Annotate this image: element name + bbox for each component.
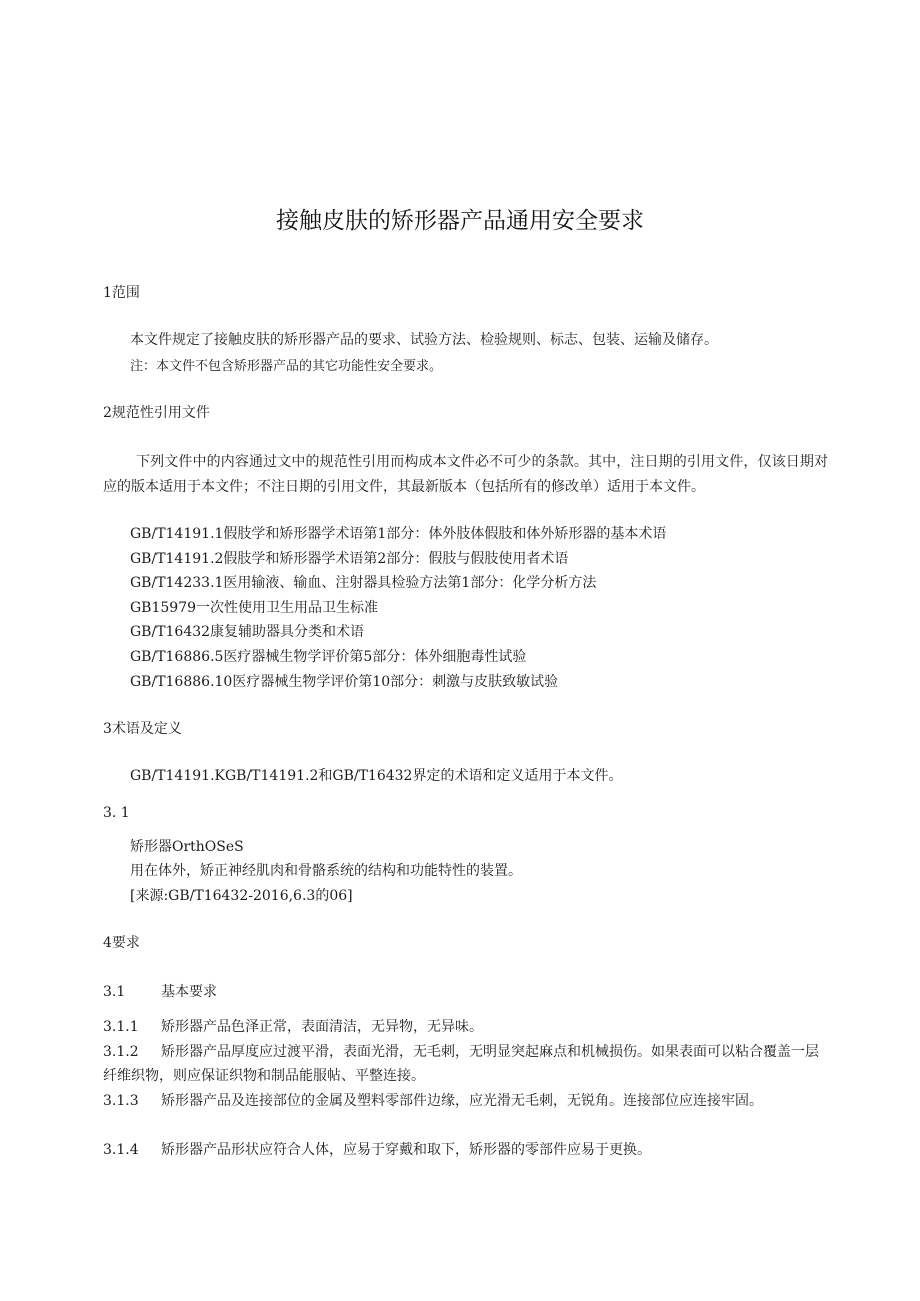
reference-item: GB/T14191.2假肢学和矫形器学术语第2部分：假肢与假肢使用者术语	[130, 551, 569, 567]
clause	[103, 1040, 828, 1088]
clause-number: 3.1.2	[103, 1044, 139, 1060]
clause	[103, 1089, 861, 1113]
reference-item: GB15979一次性使用卫生用品卫生标准	[130, 600, 379, 616]
reference-item: GB/T16886.5医疗器械生物学评价第5部分：体外细胞毒性试验	[130, 649, 527, 665]
reference-item: GB/T16886.10医疗器械生物学评价第10部分：刺激与皮肤致敏试验	[130, 674, 559, 690]
clause-text: 矫形器产品及连接部位的金属及塑料零部件边缘，应光滑无毛刺，无锐角。连接部位应连接牢固。	[161, 1093, 763, 1109]
document-title: 接触皮肤的矫形器产品通用安全要求	[276, 208, 644, 234]
clause-text: 矫形器产品形状应符合人体，应易于穿戴和取下，矫形器的零部件应易于更换。	[161, 1142, 651, 1158]
section-2-heading: 2规范性引用文件	[103, 405, 210, 421]
term-source: [来源:GB/T16432-2016,6.3的06]	[130, 888, 353, 904]
reference-item: GB/T14191.1假肢学和矫形器学术语第1部分：体外肢体假肢和体外矫形器的基本术语	[130, 526, 667, 542]
section-4-heading: 4要求	[103, 935, 140, 951]
section-2-intro: 下列文件中的内容通过文中的规范性引用而构成本文件必不可少的条款。其中，注日期的引用文件，仅该日期对应的版本适用于本文件；不注日期的引用文件，其最新版本（包括所有的修改单）适用于本文件。	[103, 454, 828, 495]
clause	[103, 1138, 828, 1162]
term-name: 矫形器OrthOSeS	[130, 839, 244, 855]
clause	[103, 1015, 828, 1039]
subsection-title: 基本要求	[161, 984, 217, 1000]
section-1-heading: 1范围	[103, 285, 140, 301]
subsection-heading	[103, 982, 217, 1002]
subsection-number: 3.1	[103, 984, 126, 1000]
section-1-body: 本文件规定了接触皮肤的矫形器产品的要求、试验方法、检验规则、标志、包装、运输及储存。	[130, 332, 718, 348]
term-definition: 用在体外，矫正神经肌肉和骨骼系统的结构和功能特性的装置。	[130, 863, 522, 879]
clause-text: 矫形器产品色泽正常，表面清洁，无异物，无异味。	[161, 1019, 483, 1035]
reference-item: GB/T16432康复辅助器具分类和术语	[130, 624, 365, 640]
section-1-note: 注：本文件不包含矫形器产品的其它功能性安全要求。	[130, 359, 443, 374]
section-3-body: GB/T14191.KGB/T14191.2和GB/T16432界定的术语和定义适用于本文件。	[130, 768, 623, 784]
clause-number: 3.1.3	[103, 1093, 139, 1109]
term-number: 3. 1	[103, 805, 130, 821]
clause-text: 矫形器产品厚度应过渡平滑，表面光滑，无毛刺，无明显突起麻点和机械损伤。如果表面可以粘合覆盖一层纤维织物，则应保证织物和制品能服帖、平整连接。	[103, 1044, 819, 1084]
clause-number: 3.1.4	[103, 1142, 139, 1158]
section-3-heading: 3术语及定义	[103, 721, 182, 737]
clause-number: 3.1.1	[103, 1019, 139, 1035]
reference-item: GB/T14233.1医用输液、输血、注射器具检验方法第1部分：化学分析方法	[130, 575, 597, 591]
